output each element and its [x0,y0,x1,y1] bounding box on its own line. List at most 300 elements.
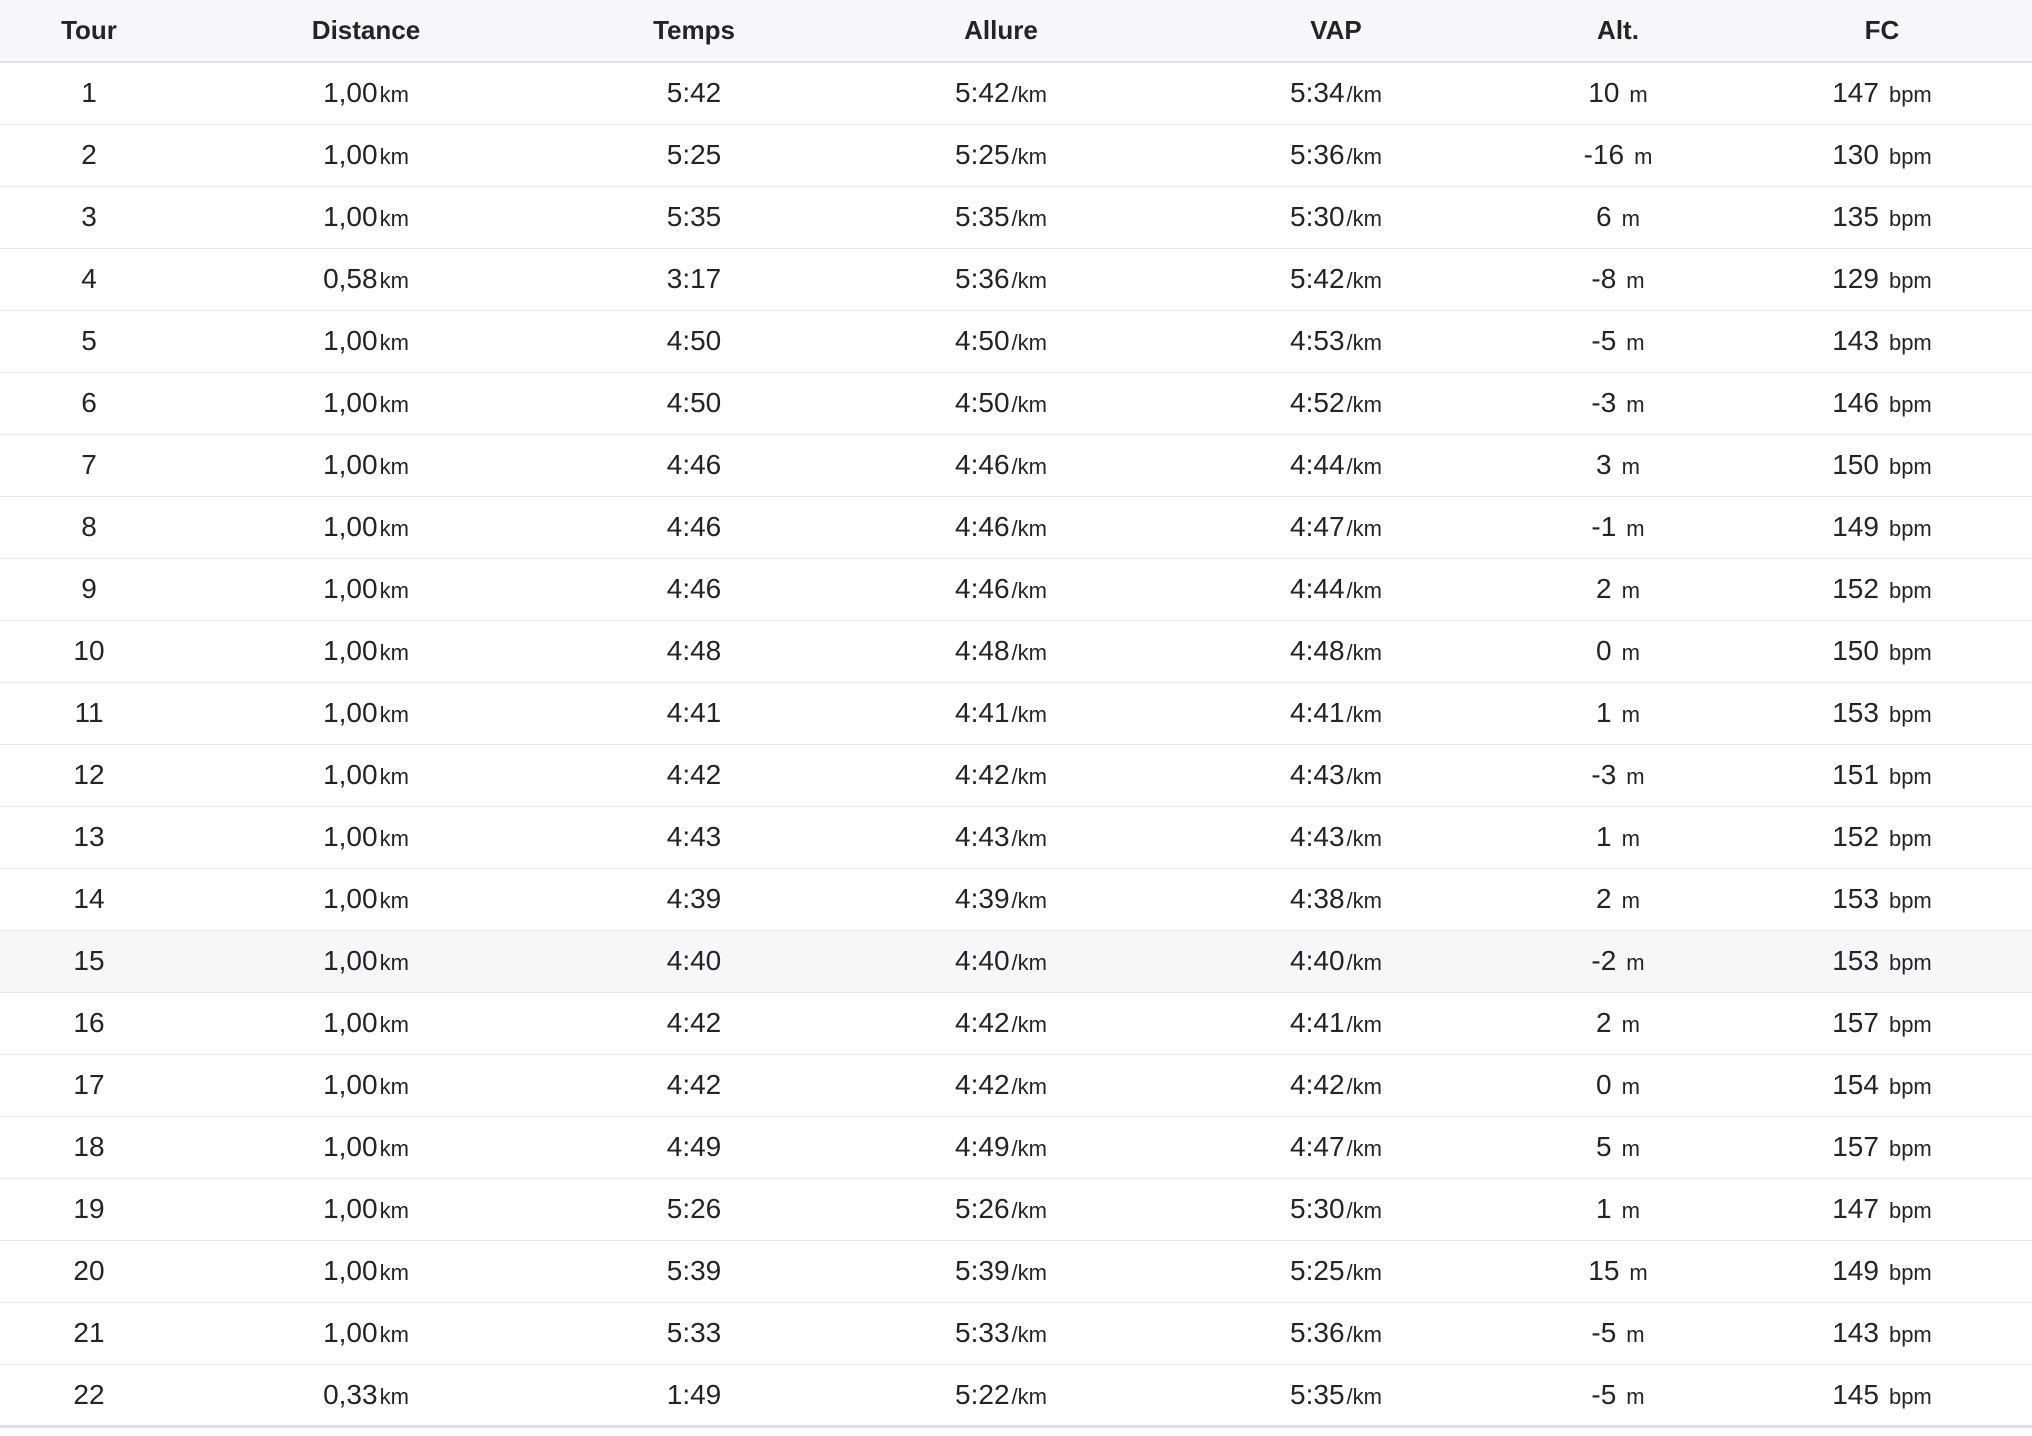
cell-temps-value: 3:17 [666,263,722,294]
cell-temps-value: 5:35 [666,201,722,232]
cell-fc-value: 145 [1832,1378,1879,1410]
cell-tour-value: 12 [73,759,105,790]
cell-fc [1732,744,2032,806]
cell-allure-unit: /km [1011,578,1047,603]
cell-vap [1168,1116,1504,1178]
cell-tour [0,1054,178,1116]
cell-alt-value: 1 [1596,697,1612,728]
cell-fc-value: 152 [1832,821,1879,852]
cell-fc-value: 157 [1832,1131,1879,1162]
cell-temps-value: 5:42 [666,77,722,109]
cell-distance-unit: km [379,1136,409,1161]
cell-alt-unit: m [1626,268,1645,293]
cell-fc-value: 153 [1832,697,1879,728]
cell-alt-unit: m [1621,1198,1640,1223]
cell-vap-unit: /km [1346,888,1382,913]
cell-temps [554,930,834,992]
cell-tour-value: 11 [74,697,104,728]
cell-distance-value: 1,00 [323,1007,378,1038]
cell-tour-value: 14 [73,883,105,914]
cell-fc-value: 152 [1832,573,1879,604]
cell-alt [1504,620,1732,682]
cell-temps-value: 5:33 [666,1317,722,1348]
cell-fc-unit: bpm [1888,888,1932,913]
cell-allure [834,1116,1168,1178]
cell-allure-value: 4:49 [955,1131,1010,1162]
cell-vap-value: 4:43 [1290,821,1345,852]
cell-vap [1168,868,1504,930]
cell-vap [1168,310,1504,372]
cell-alt-unit: m [1621,888,1640,913]
cell-distance [178,496,554,558]
cell-vap [1168,1054,1504,1116]
cell-fc [1732,434,2032,496]
cell-allure [834,1054,1168,1116]
cell-distance-value: 1,00 [323,821,378,852]
cell-temps [554,682,834,744]
cell-fc-value: 143 [1832,325,1879,356]
cell-alt [1504,868,1732,930]
cell-allure-value: 4:46 [955,511,1010,542]
cell-tour [0,186,178,248]
cell-tour-value: 7 [81,449,97,480]
cell-tour [0,1116,178,1178]
cell-fc-unit: bpm [1888,392,1932,417]
cell-fc-unit: bpm [1888,950,1932,975]
cell-vap-unit: /km [1346,268,1382,293]
cell-fc [1732,1302,2032,1364]
cell-allure-unit: /km [1011,764,1047,789]
cell-tour [0,1364,178,1426]
cell-temps-value: 5:26 [666,1193,722,1224]
cell-distance-unit: km [379,578,409,603]
cell-fc-value: 130 [1832,139,1879,170]
cell-vap [1168,558,1504,620]
cell-temps [554,310,834,372]
cell-distance-value: 1,00 [323,1069,378,1100]
table-row[interactable] [0,1178,2032,1240]
cell-alt [1504,744,1732,806]
cell-alt-value: -3 [1591,759,1617,790]
cell-allure [834,1302,1168,1364]
table-header [0,0,2032,62]
cell-fc-unit: bpm [1888,826,1932,851]
cell-allure-unit: /km [1011,1012,1047,1037]
cell-vap [1168,620,1504,682]
cell-fc-value: 135 [1832,201,1879,232]
cell-tour-value: 9 [81,573,97,604]
cell-fc-unit: bpm [1888,516,1932,541]
cell-temps [554,1116,834,1178]
cell-vap [1168,496,1504,558]
table-row[interactable] [0,248,2032,310]
cell-distance-unit: km [379,82,409,108]
cell-allure-value: 4:42 [955,759,1010,790]
cell-fc-value: 147 [1832,77,1879,109]
cell-alt [1504,496,1732,558]
cell-allure-unit: /km [1011,1260,1047,1285]
cell-fc-value: 143 [1832,1317,1879,1348]
cell-tour [0,310,178,372]
cell-allure [834,1240,1168,1302]
cell-allure-unit: /km [1011,1383,1047,1409]
cell-distance [178,620,554,682]
table-row[interactable] [0,682,2032,744]
cell-tour-value: 18 [73,1131,105,1162]
cell-vap-unit: /km [1346,82,1382,108]
cell-alt [1504,310,1732,372]
cell-temps [554,1302,834,1364]
cell-distance-value: 1,00 [323,635,378,666]
cell-allure-value: 5:42 [955,77,1010,109]
cell-temps-value: 4:48 [666,635,722,666]
cell-fc [1732,1240,2032,1302]
cell-distance [178,124,554,186]
cell-tour-value: 5 [81,325,97,356]
table-row[interactable] [0,434,2032,496]
table-row[interactable] [0,372,2032,434]
cell-allure-unit: /km [1011,826,1047,851]
cell-distance [178,930,554,992]
cell-distance-unit: km [379,764,409,789]
cell-vap [1168,682,1504,744]
column-header-allure[interactable]: Allure [964,15,1038,45]
cell-tour-value: 10 [73,635,105,666]
cell-alt-unit: m [1621,578,1640,603]
cell-allure-unit: /km [1011,888,1047,913]
column-header-tour[interactable]: Tour [61,15,117,45]
cell-allure [834,992,1168,1054]
table-row[interactable] [0,868,2032,930]
cell-alt [1504,1054,1732,1116]
cell-tour [0,496,178,558]
cell-fc-value: 149 [1832,1255,1879,1286]
cell-allure-value: 4:50 [955,325,1010,356]
cell-allure [834,682,1168,744]
cell-distance [178,434,554,496]
cell-allure [834,1364,1168,1426]
cell-alt-unit: m [1626,392,1645,417]
cell-distance-unit: km [379,268,409,293]
cell-vap [1168,1240,1504,1302]
table-row[interactable] [0,186,2032,248]
cell-alt-value: 5 [1596,1131,1612,1162]
cell-distance [178,558,554,620]
cell-alt-value: 2 [1596,573,1612,604]
table-row[interactable] [0,62,2032,124]
cell-allure-value: 4:46 [955,449,1010,480]
cell-temps [554,1364,834,1426]
cell-vap-unit: /km [1346,826,1382,851]
cell-fc [1732,992,2032,1054]
cell-temps [554,186,834,248]
cell-temps-value: 4:49 [666,1131,722,1162]
cell-allure [834,310,1168,372]
cell-vap-value: 5:34 [1290,77,1345,109]
table-row[interactable] [0,558,2032,620]
table-row[interactable] [0,744,2032,806]
table-row[interactable] [0,806,2032,868]
cell-alt-unit: m [1621,1136,1640,1161]
cell-allure-value: 4:48 [955,635,1010,666]
cell-tour [0,744,178,806]
cell-allure-value: 4:42 [955,1007,1010,1038]
column-header-distance[interactable]: Distance [311,15,421,45]
cell-vap [1168,372,1504,434]
cell-vap [1168,124,1504,186]
cell-alt-value: 15 [1588,1255,1620,1286]
cell-vap-value: 5:30 [1290,201,1345,232]
cell-vap [1168,930,1504,992]
table-row[interactable] [0,1116,2032,1178]
cell-fc-value: 153 [1832,883,1879,914]
cell-fc [1732,186,2032,248]
cell-allure-unit: /km [1011,454,1047,479]
cell-distance-value: 1,00 [323,573,378,604]
cell-vap [1168,186,1504,248]
cell-distance-unit: km [379,826,409,851]
cell-allure-unit: /km [1011,1074,1047,1099]
cell-alt-value: 2 [1596,1007,1612,1038]
cell-allure-value: 5:33 [955,1317,1010,1348]
cell-alt [1504,248,1732,310]
cell-vap-value: 4:47 [1290,511,1345,542]
cell-alt-unit: m [1621,454,1640,479]
cell-distance [178,682,554,744]
cell-alt-unit: m [1626,950,1645,975]
cell-fc-unit: bpm [1888,206,1932,231]
cell-distance-value: 1,00 [323,1317,378,1348]
cell-fc-unit: bpm [1888,330,1932,355]
cell-vap [1168,1302,1504,1364]
cell-allure-unit: /km [1011,1198,1047,1223]
cell-allure-value: 5:35 [955,201,1010,232]
cell-distance-value: 1,00 [323,511,378,542]
table-row[interactable] [0,1364,2032,1426]
cell-vap-value: 4:44 [1290,573,1345,604]
cell-temps-value: 4:46 [666,449,722,480]
cell-alt-value: 6 [1596,201,1612,232]
cell-alt-value: 0 [1596,635,1612,666]
cell-fc-value: 157 [1832,1007,1879,1038]
cell-fc [1732,682,2032,744]
cell-alt [1504,1178,1732,1240]
cell-fc [1732,1178,2032,1240]
cell-distance-unit: km [379,392,409,417]
cell-allure-unit: /km [1011,82,1047,108]
cell-tour-value: 4 [81,263,97,294]
cell-alt-unit: m [1629,1260,1648,1285]
cell-fc-value: 129 [1832,263,1879,294]
cell-temps-value: 1:49 [666,1378,722,1410]
cell-alt-value: -1 [1591,511,1617,542]
cell-temps-value: 4:39 [666,883,722,914]
cell-fc-unit: bpm [1888,1260,1932,1285]
cell-alt-value: -2 [1591,945,1617,976]
cell-vap-value: 4:40 [1290,945,1345,976]
cell-temps-value: 4:46 [666,573,722,604]
cell-alt [1504,372,1732,434]
cell-allure-unit: /km [1011,268,1047,293]
table-row[interactable] [0,992,2032,1054]
cell-tour-value: 22 [73,1378,105,1410]
cell-distance [178,1302,554,1364]
cell-distance-unit: km [379,516,409,541]
cell-temps [554,434,834,496]
cell-vap-unit: /km [1346,392,1382,417]
cell-distance-unit: km [379,1074,409,1099]
cell-temps-value: 4:40 [666,945,722,976]
cell-fc [1732,496,2032,558]
cell-distance-unit: km [379,1260,409,1285]
cell-allure [834,1178,1168,1240]
cell-distance-unit: km [379,1322,409,1347]
cell-temps [554,992,834,1054]
cell-alt [1504,124,1732,186]
table-row[interactable] [0,1302,2032,1364]
table-row[interactable] [0,1054,2032,1116]
cell-fc-unit: bpm [1888,702,1932,727]
cell-temps-value: 4:50 [666,325,722,356]
cell-alt-unit: m [1621,702,1640,727]
cell-fc-value: 149 [1832,511,1879,542]
cell-temps [554,868,834,930]
column-header-fc[interactable]: FC [1864,15,1900,45]
cell-alt-unit: m [1626,516,1645,541]
cell-vap-unit: /km [1346,206,1382,231]
cell-tour-value: 21 [73,1317,105,1348]
cell-fc-value: 151 [1832,759,1879,790]
table-row[interactable] [0,496,2032,558]
cell-allure-unit: /km [1011,144,1047,169]
cell-distance [178,744,554,806]
cell-vap-value: 5:36 [1290,139,1345,170]
cell-fc-unit: bpm [1888,82,1932,108]
cell-fc-unit: bpm [1888,1136,1932,1161]
cell-vap-value: 4:42 [1290,1069,1345,1100]
cell-distance [178,310,554,372]
cell-fc-unit: bpm [1888,1322,1932,1347]
cell-temps-value: 5:25 [666,139,722,170]
cell-alt-value: 1 [1596,1193,1612,1224]
cell-tour [0,248,178,310]
cell-vap-value: 4:53 [1290,325,1345,356]
cell-alt-unit: m [1626,764,1645,789]
cell-tour [0,806,178,868]
cell-alt-unit: m [1621,826,1640,851]
cell-allure-value: 4:41 [955,697,1010,728]
cell-alt [1504,186,1732,248]
cell-vap-value: 4:52 [1290,387,1345,418]
cell-distance-unit: km [379,144,409,169]
cell-fc-unit: bpm [1888,268,1932,293]
cell-allure [834,930,1168,992]
cell-allure-value: 4:43 [955,821,1010,852]
table-row[interactable] [0,1240,2032,1302]
table-row[interactable] [0,930,2032,992]
cell-distance-value: 1,00 [323,139,378,170]
cell-alt-unit: m [1621,1012,1640,1037]
cell-temps [554,558,834,620]
cell-alt [1504,930,1732,992]
cell-fc-value: 154 [1832,1069,1879,1100]
cell-distance [178,1116,554,1178]
cell-temps [554,372,834,434]
cell-fc-unit: bpm [1888,1383,1932,1409]
cell-fc-unit: bpm [1888,454,1932,479]
cell-allure [834,558,1168,620]
cell-distance-value: 1,00 [323,759,378,790]
table-row[interactable] [0,124,2032,186]
cell-temps [554,1054,834,1116]
cell-fc [1732,1116,2032,1178]
cell-alt [1504,992,1732,1054]
cell-temps [554,744,834,806]
cell-tour-value: 20 [73,1255,105,1286]
cell-temps-value: 4:43 [666,821,722,852]
cell-vap-value: 4:47 [1290,1131,1345,1162]
cell-alt-value: -8 [1591,263,1617,294]
cell-alt-value: 2 [1596,883,1612,914]
cell-fc [1732,248,2032,310]
table-row[interactable] [0,620,2032,682]
cell-tour-value: 17 [73,1069,105,1100]
table-row[interactable] [0,310,2032,372]
cell-alt [1504,682,1732,744]
cell-allure-unit: /km [1011,1322,1047,1347]
column-header-alt[interactable]: Alt. [1597,15,1639,45]
cell-distance-value: 1,00 [323,697,378,728]
column-header-vap[interactable]: VAP [1310,15,1362,45]
cell-tour-value: 6 [81,387,97,418]
cell-distance-value: 1,00 [323,1131,378,1162]
cell-distance-unit: km [379,702,409,727]
cell-distance-value: 1,00 [323,325,378,356]
column-header-temps[interactable]: Temps [653,15,735,45]
cell-fc-value: 150 [1832,449,1879,480]
cell-vap [1168,248,1504,310]
cell-vap-unit: /km [1346,702,1382,727]
cell-vap-unit: /km [1346,1136,1382,1161]
cell-vap-value: 5:42 [1290,263,1345,294]
cell-alt [1504,806,1732,868]
cell-distance [178,868,554,930]
cell-fc [1732,1364,2032,1426]
cell-alt [1504,1302,1732,1364]
cell-fc [1732,1054,2032,1116]
cell-tour-value: 13 [73,821,105,852]
cell-temps-value: 5:39 [666,1255,722,1286]
cell-fc [1732,558,2032,620]
cell-tour [0,124,178,186]
cell-vap-unit: /km [1346,1383,1382,1409]
cell-tour [0,372,178,434]
cell-allure-value: 5:22 [955,1378,1010,1410]
cell-fc [1732,930,2032,992]
cell-distance [178,992,554,1054]
cell-distance-unit: km [379,640,409,665]
cell-distance-unit: km [379,888,409,913]
cell-temps [554,806,834,868]
cell-fc [1732,620,2032,682]
cell-vap-unit: /km [1346,1012,1382,1037]
cell-allure-value: 4:50 [955,387,1010,418]
cell-tour [0,62,178,124]
cell-tour [0,682,178,744]
cell-alt [1504,1240,1732,1302]
cell-vap-unit: /km [1346,516,1382,541]
cell-vap [1168,1364,1504,1426]
